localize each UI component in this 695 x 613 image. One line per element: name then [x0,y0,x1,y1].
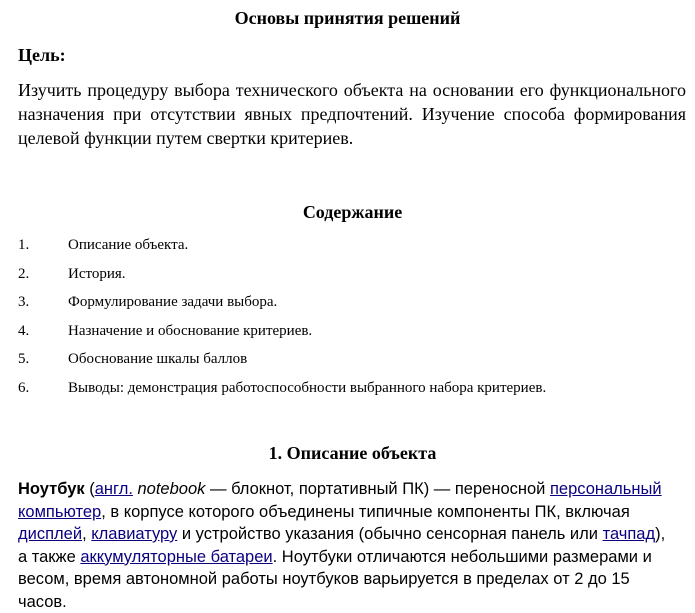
goal-text: Изучить процедуру выбора технического объекта на основании его функционального назначения при отсутствии явных предпочтений. Изучение способа формирования целевой функции путем свертки критериев. [18,80,686,148]
paragraph-text: ( [84,480,95,498]
toc-item-6 [18,378,688,407]
section-heading: 1. Описание объекта [268,443,437,463]
toc-item-number: 5. [18,351,30,367]
paragraph-text: , в корпусе которого объединены типичные компоненты ПК, включая [101,502,630,521]
paragraph-text: ), а также [18,525,666,566]
contents-heading: Содержание [302,202,403,222]
toc-item-label: История. [68,265,126,282]
paragraph-text: , [82,525,92,543]
paragraph-text: и устройство указания (обычно сенсорная панель или [177,525,603,543]
toc-item-3 [18,292,688,321]
pc-link[interactable]: персональный компьютер [18,480,662,521]
toc-item-label: Формулирование задачи выбора. [68,294,278,310]
toc-item-5 [18,349,688,378]
toc-item-label: Обоснование шкалы баллов [68,351,248,367]
toc-item-label: Назначение и обоснование критериев. [68,322,313,339]
toc-item-label: Выводы: демонстрация работоспособности выбранного набора критериев. [68,379,547,396]
toc-item-1 [18,235,688,264]
toc-item-number: 2. [18,265,30,282]
toc-item-label: Описание объекта. [68,237,189,253]
toc-item-4 [18,321,688,350]
toc-item-number: 3. [18,294,30,310]
battery-link[interactable]: аккумуляторные батареи [80,547,273,566]
table-of-contents [18,235,688,406]
section-paragraph [18,478,678,613]
toc-item-number: 1. [18,237,30,253]
touchpad-link[interactable]: тачпад [602,525,656,543]
display-link[interactable]: дисплей [18,525,83,543]
toc-item-2 [18,264,688,293]
paragraph-text: . Ноутбуки отличаются небольшими размерами и весом, время автономной работы ноутбуков варьируется в пределах от 2 до 15 часов. [18,547,652,611]
keyboard-link[interactable]: клавиатуру [91,525,178,543]
term: Ноутбук [18,480,85,498]
paragraph-text: — блокнот, портативный ПК) — переносной [205,480,550,498]
toc-item-number: 4. [18,322,30,339]
lang-link[interactable]: англ. [94,480,133,498]
toc-item-number: 6. [18,379,30,396]
foreign-word: notebook [137,480,206,498]
document-title: Основы принятия решений [234,8,461,28]
goal-heading: Цель: [18,45,66,65]
